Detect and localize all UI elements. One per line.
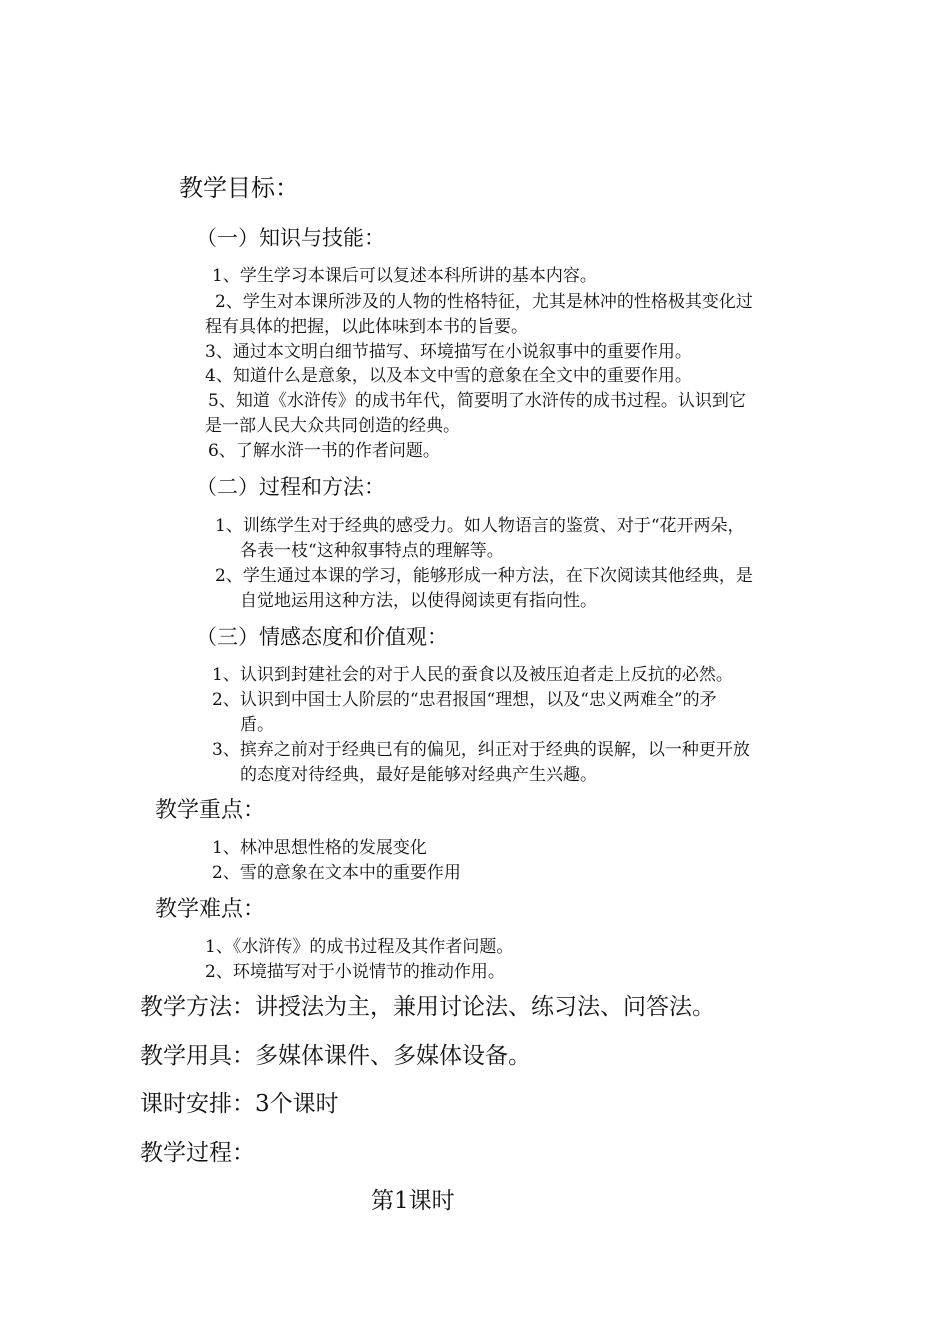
emotion-heading: （三）情感态度和价值观：	[196, 625, 448, 649]
knowledge-item: 6、了解水浒一书的作者问题。	[208, 441, 440, 461]
key-point-item: 1、林冲思想性格的发展变化	[212, 838, 427, 858]
key-points-title: 教学重点：	[155, 798, 266, 823]
knowledge-item: 2、学生对本课所涉及的人物的性格特征，尤其是林冲的性格极其变化过	[215, 292, 753, 312]
process-heading: （二）过程和方法：	[196, 475, 385, 499]
process-item: 各表一枝“这种叙事特点的理解等。	[240, 541, 504, 561]
goals-title: 教学目标：	[179, 174, 299, 202]
process-item: 自觉地运用这种方法，以使得阅读更有指向性。	[240, 591, 597, 611]
knowledge-item: 5、知道《水浒传》的成书年代，简要明了水浒传的成书过程。认识到它	[208, 391, 746, 411]
emotion-item: 盾。	[240, 715, 274, 735]
lesson-title: 第1课时	[371, 1188, 455, 1214]
key-point-item: 2、雪的意象在文本中的重要作用	[212, 863, 461, 883]
emotion-item: 的态度对待经典，最好是能够对经典产生兴趣。	[240, 765, 597, 785]
difficulty-item: 1、《水浒传》的成书过程及其作者问题。	[205, 937, 514, 957]
process-item: 1、训练学生对于经典的感受力。如人物语言的鉴赏、对于“花开两朵，	[215, 516, 745, 536]
emotion-item: 3、摈弃之前对于经典已有的偏见，纠正对于经典的误解，以一种更开放	[212, 740, 750, 760]
knowledge-item: 是一部人民大众共同创造的经典。	[205, 416, 460, 436]
knowledge-item: 3、通过本文明白细节描写、环境描写在小说叙事中的重要作用。	[205, 342, 692, 362]
emotion-item: 2、认识到中国士人阶层的“忠君报国“理想，以及“忠义两难全”的矛	[212, 690, 717, 710]
difficulties-title: 教学难点：	[155, 897, 266, 922]
teaching-process-title: 教学过程：	[140, 1140, 255, 1166]
emotion-item: 1、认识到封建社会的对于人民的蚕食以及被压迫者走上反抗的必然。	[212, 665, 733, 685]
knowledge-heading: （一）知识与技能：	[196, 226, 385, 250]
knowledge-item: 程有具体的把握，以此体味到本书的旨要。	[205, 317, 528, 337]
class-schedule: 课时安排：3个课时	[140, 1091, 339, 1117]
teaching-tools: 教学用具：多媒体课件、多媒体设备。	[140, 1043, 531, 1069]
teaching-method: 教学方法：讲授法为主，兼用讨论法、练习法、问答法。	[140, 994, 715, 1020]
knowledge-item: 4、知道什么是意象，以及本文中雪的意象在全文中的重要作用。	[205, 366, 692, 386]
process-item: 2、学生通过本课的学习，能够形成一种方法，在下次阅读其他经典，是	[215, 566, 753, 586]
knowledge-item: 1、学生学习本课后可以复述本科所讲的基本内容。	[212, 266, 597, 286]
difficulty-item: 2、环境描写对于小说情节的推动作用。	[205, 962, 505, 982]
